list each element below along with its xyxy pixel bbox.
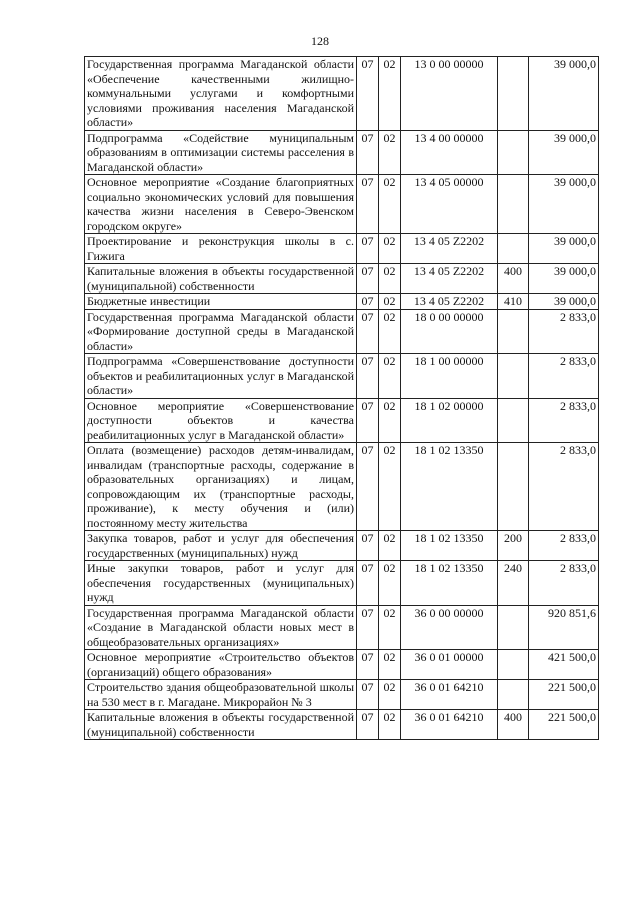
row-subsection: 02 [379,531,401,561]
row-amount: 39 000,0 [529,57,599,131]
row-subsection: 02 [379,561,401,606]
table-row [85,294,599,310]
row-amount: 221 500,0 [529,710,599,740]
row-expense-type: 400 [498,264,529,294]
row-name: Основное мероприятие «Строительство объектов (организаций) общего образования» [85,650,357,680]
row-target-article: 18 1 02 13350 [401,443,498,531]
row-section: 07 [357,398,379,443]
row-section: 07 [357,57,379,131]
row-name: Проектирование и реконструкция школы в с. Гижига [85,234,357,264]
row-expense-type [498,650,529,680]
budget-table [84,56,599,740]
table-row [85,531,599,561]
row-subsection: 02 [379,680,401,710]
row-amount: 421 500,0 [529,650,599,680]
row-amount: 39 000,0 [529,294,599,310]
row-target-article: 13 4 05 Z2202 [401,294,498,310]
row-expense-type: 200 [498,531,529,561]
row-subsection: 02 [379,398,401,443]
row-amount: 2 833,0 [529,561,599,606]
row-section: 07 [357,443,379,531]
row-name: Государственная программа Магаданской области «Создание в Магаданской области новых мест в общеобразовательных организациях» [85,605,357,650]
row-section: 07 [357,130,379,175]
row-expense-type: 410 [498,294,529,310]
row-section: 07 [357,561,379,606]
row-subsection: 02 [379,130,401,175]
row-target-article: 13 4 05 Z2202 [401,264,498,294]
row-amount: 2 833,0 [529,354,599,399]
table-row [85,680,599,710]
row-expense-type [498,443,529,531]
row-expense-type [498,605,529,650]
row-name: Подпрограмма «Содействие муниципальным образованиям в оптимизации системы расселения в Магаданской области» [85,130,357,175]
row-target-article: 36 0 01 64210 [401,680,498,710]
row-name: Государственная программа Магаданской области «Формирование доступной среды в Магаданской области» [85,309,357,354]
row-amount: 221 500,0 [529,680,599,710]
row-target-article: 36 0 00 00000 [401,605,498,650]
table-row [85,443,599,531]
row-amount: 2 833,0 [529,398,599,443]
row-section: 07 [357,294,379,310]
row-section: 07 [357,309,379,354]
row-target-article: 18 1 02 13350 [401,531,498,561]
row-section: 07 [357,605,379,650]
row-subsection: 02 [379,234,401,264]
row-name: Государственная программа Магаданской области «Обеспечение качественными жилищно-коммунальными услугами и комфортными условиями проживания населения Магаданской области» [85,57,357,131]
row-amount: 39 000,0 [529,175,599,234]
row-section: 07 [357,234,379,264]
row-name: Капитальные вложения в объекты государственной (муниципальной) собственности [85,710,357,740]
row-subsection: 02 [379,294,401,310]
row-section: 07 [357,175,379,234]
table-row [85,354,599,399]
row-subsection: 02 [379,354,401,399]
row-subsection: 02 [379,175,401,234]
page-number: 128 [311,34,329,48]
row-section: 07 [357,354,379,399]
row-target-article: 36 0 01 64210 [401,710,498,740]
row-amount: 2 833,0 [529,309,599,354]
row-subsection: 02 [379,650,401,680]
row-expense-type [498,175,529,234]
row-subsection: 02 [379,605,401,650]
row-subsection: 02 [379,710,401,740]
row-expense-type: 240 [498,561,529,606]
table-row [85,398,599,443]
row-subsection: 02 [379,57,401,131]
row-subsection: 02 [379,443,401,531]
row-section: 07 [357,264,379,294]
table-row [85,710,599,740]
row-subsection: 02 [379,264,401,294]
table-row [85,264,599,294]
row-name: Капитальные вложения в объекты государственной (муниципальной) собственности [85,264,357,294]
row-name: Подпрограмма «Совершенствование доступности объектов и реабилитационных услуг в Магаданской области» [85,354,357,399]
row-name: Основное мероприятие «Совершенствование доступности объектов и качества реабилитационных услуг в Магаданской области» [85,398,357,443]
row-section: 07 [357,710,379,740]
row-target-article: 13 4 05 Z2202 [401,234,498,264]
row-amount: 2 833,0 [529,531,599,561]
row-name: Строительство здания общеобразовательной школы на 530 мест в г. Магадане. Микрорайон № 3 [85,680,357,710]
row-expense-type [498,234,529,264]
row-expense-type: 400 [498,710,529,740]
row-target-article: 18 0 00 00000 [401,309,498,354]
row-target-article: 18 1 02 00000 [401,398,498,443]
row-target-article: 13 0 00 00000 [401,57,498,131]
row-target-article: 18 1 00 00000 [401,354,498,399]
row-name: Закупка товаров, работ и услуг для обеспечения государственных (муниципальных) нужд [85,531,357,561]
table-row [85,234,599,264]
row-amount: 39 000,0 [529,130,599,175]
row-amount: 920 851,6 [529,605,599,650]
row-amount: 39 000,0 [529,234,599,264]
table-row [85,130,599,175]
row-name: Основное мероприятие «Создание благоприятных социально экономических условий для повышения качества жизни населения в Северо-Эвенском городском округе» [85,175,357,234]
row-section: 07 [357,650,379,680]
row-expense-type [498,309,529,354]
row-expense-type [498,57,529,131]
table-row [85,650,599,680]
row-name: Оплата (возмещение) расходов детям-инвалидам, инвалидам (транспортные расходы, содержание в образовательных организациях) и лицам, сопровождающим их (транспортные расходы, проживание), к месту обучения и (или) постоянному месту жительства [85,443,357,531]
table-row [85,561,599,606]
row-section: 07 [357,531,379,561]
row-target-article: 36 0 01 00000 [401,650,498,680]
table-row [85,309,599,354]
row-subsection: 02 [379,309,401,354]
row-name: Бюджетные инвестиции [85,294,357,310]
row-expense-type [498,680,529,710]
row-amount: 39 000,0 [529,264,599,294]
row-section: 07 [357,680,379,710]
row-target-article: 13 4 05 00000 [401,175,498,234]
row-target-article: 18 1 02 13350 [401,561,498,606]
row-name: Иные закупки товаров, работ и услуг для обеспечения государственных (муниципальных) нужд [85,561,357,606]
table-row [85,605,599,650]
row-expense-type [498,398,529,443]
row-expense-type [498,354,529,399]
row-expense-type [498,130,529,175]
table-row [85,57,599,131]
row-target-article: 13 4 00 00000 [401,130,498,175]
table-row [85,175,599,234]
row-amount: 2 833,0 [529,443,599,531]
